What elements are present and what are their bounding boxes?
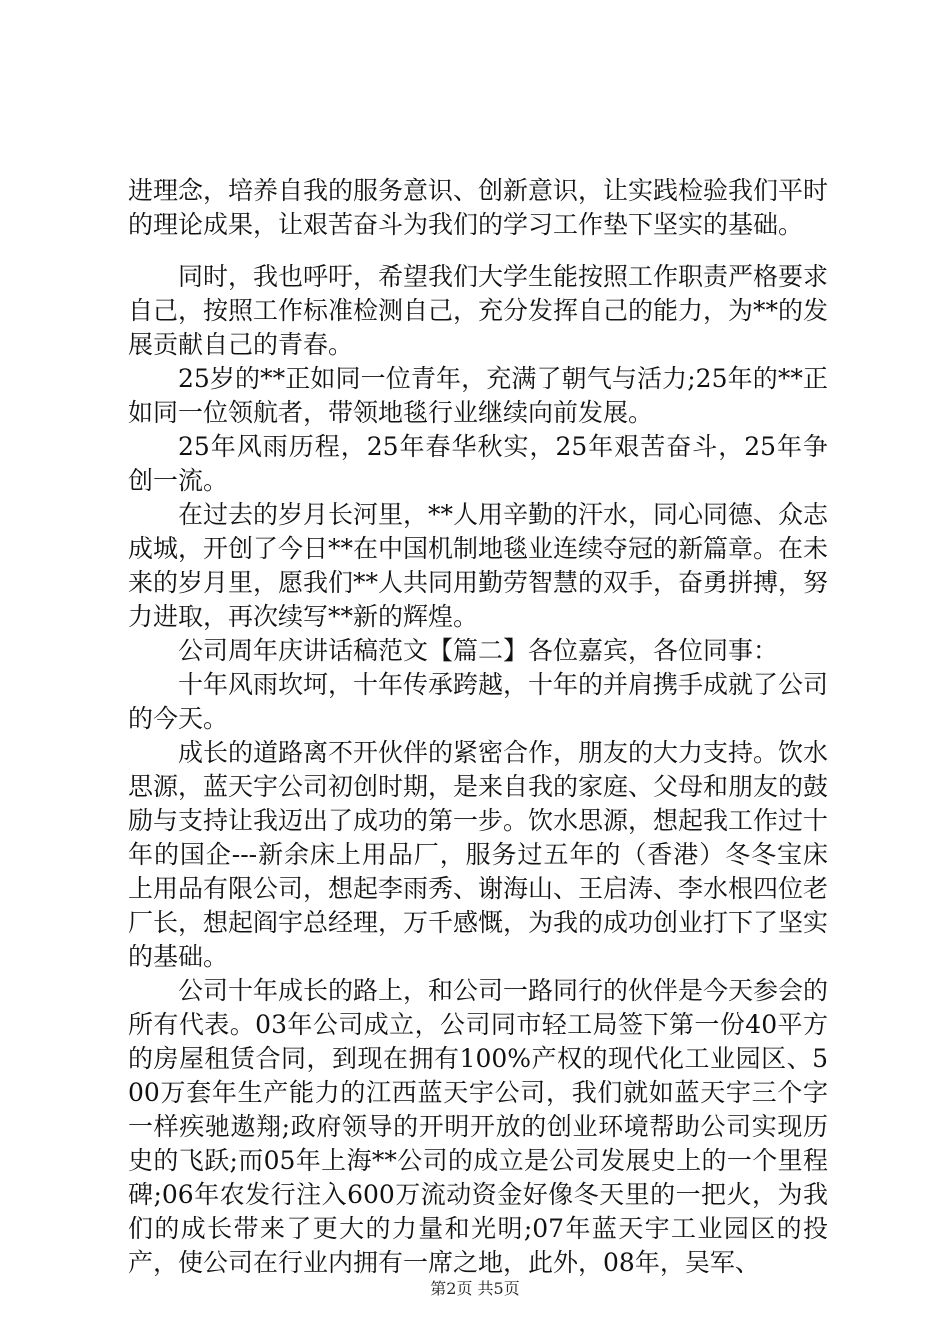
paragraph-8: 公司十年成长的路上，和公司一路同行的伙伴是今天参会的所有代表。03年公司成立，公司同市轻工局签下第一份40平方的房屋租赁合同，到现在拥有100%产权的现代化工业园区、500万套年生产能力的江西蓝天宇公司，我们就如蓝天宇三个字一样疾驰遨翔;政府领导的开明开放的创业环境帮助公司实现历史的飞跃;而05年上海**公司的成立是公司发展史上的一个里程碑;06年农发行注入600万流动资金好像冬天里的一把火，为我们的成长带来了更大的力量和光明;07年蓝天宇工业园区的投产，使公司在行业内拥有一席之地，此外，08年，吴军、: [128, 976, 829, 1277]
paragraph-3: 25岁的**正如同一位青年，充满了朝气与活力;25年的**正如同一位领航者，带领地毯行业继续向前发展。: [128, 364, 828, 427]
paragraph-2: 同时，我也呼吁，希望我们大学生能按照工作职责严格要求自己，按照工作标准检测自己，充分发挥自己的能力，为**的发展贡献自己的青春。: [128, 262, 829, 359]
paragraph-5: 在过去的岁月长河里，**人用辛勤的汗水，同心同德、众志成城，开创了今日**在中国机制地毯业连续夺冠的新篇章。在未来的岁月里，愿我们**人共同用勤劳智慧的双手，奋勇拼搏，努力进取，再次续写**新的辉煌。: [128, 500, 829, 631]
paragraph-4: 25年风雨历程，25年春华秋实，25年艰苦奋斗，25年争创一流。: [128, 432, 828, 495]
section-heading-part-two: 公司周年庆讲话稿范文【篇二】各位嘉宾，各位同事：: [178, 636, 779, 665]
page-footer: 第2页 共5页: [430, 1279, 520, 1298]
paragraph-6: 十年风雨坎坷，十年传承跨越，十年的并肩携手成就了公司的今天。: [128, 670, 829, 733]
document-body: [128, 174, 828, 1280]
paragraph-1: 进理念，培养自我的服务意识、创新意识，让实践检验我们平时的理论成果，让艰苦奋斗为我们的学习工作垫下坚实的基础。: [128, 176, 829, 239]
paragraph-7: 成长的道路离不开伙伴的紧密合作，朋友的大力支持。饮水思源，蓝天宇公司初创时期，是来自我的家庭、父母和朋友的鼓励与支持让我迈出了成功的第一步。饮水思源，想起我工作过十年的国企---新余床上用品厂，服务过五年的（香港）冬冬宝床上用品有限公司，想起李雨秀、谢海山、王启涛、李水根四位老厂长，想起阎宇总经理，万千感慨，为我的成功创业打下了坚实的基础。: [128, 738, 829, 971]
